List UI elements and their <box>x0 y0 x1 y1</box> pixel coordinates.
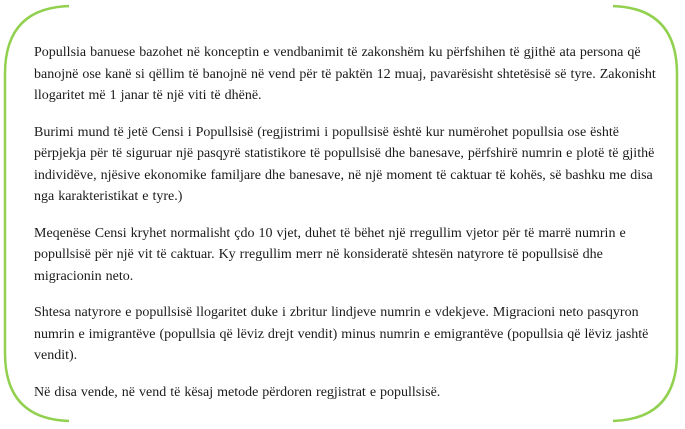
paragraph-census-source: Burimi mund të jetë Censi i Popullsisë (regjistrimi i popullsisë është kur numërohet popullsia ose është përpjekja për të siguruar një pasqyrë statistikore të popullsisë dhe banesave, përfshirë numrin e plotë të gjithë individëve, njësive ekonomike familjare dhe banesave, në një moment të caktuar të kohës, së bashku me disa nga karakteristikat e tyre.) <box>34 124 655 204</box>
paragraph-annual-adjustment: Meqenëse Censi kryhet normalisht çdo 10 vjet, duhet të bëhet një rregullim vjetor për të marrë numrin e popullsisë për një vit të caktuar. Ky rregullim merr në konsideratë shtesën natyrore të popullsisë dhe migracionin neto. <box>34 225 626 284</box>
paragraph-population-definition: Popullsia banuese bazohet në konceptin e vendbanimit të zakonshëm ku përfshihen të gjithë ata persona që banojnë ose kanë si qëllim të banojnë në vend për të paktën 12 muaj, pavarësisht shtetësisë së tyre. Zakonisht llogaritet më 1 janar të një viti të dhënë. <box>34 45 656 103</box>
paragraph-population-registers: Në disa vende, në vend të kësaj metode përdoren regjistrat e popullsisë. <box>34 384 441 400</box>
document-body <box>34 42 664 418</box>
paragraph-natural-increase: Shtesa natyrore e popullsisë llogaritet duke i zbritur lindjeve numrin e vdekjeve. Migracioni neto pasqyron numrin e imigrantëve (popullsia që lëviz drejt vendit) minus numrin e emigrantëve (popullsia që lëviz jashtë vendit). <box>34 305 649 363</box>
